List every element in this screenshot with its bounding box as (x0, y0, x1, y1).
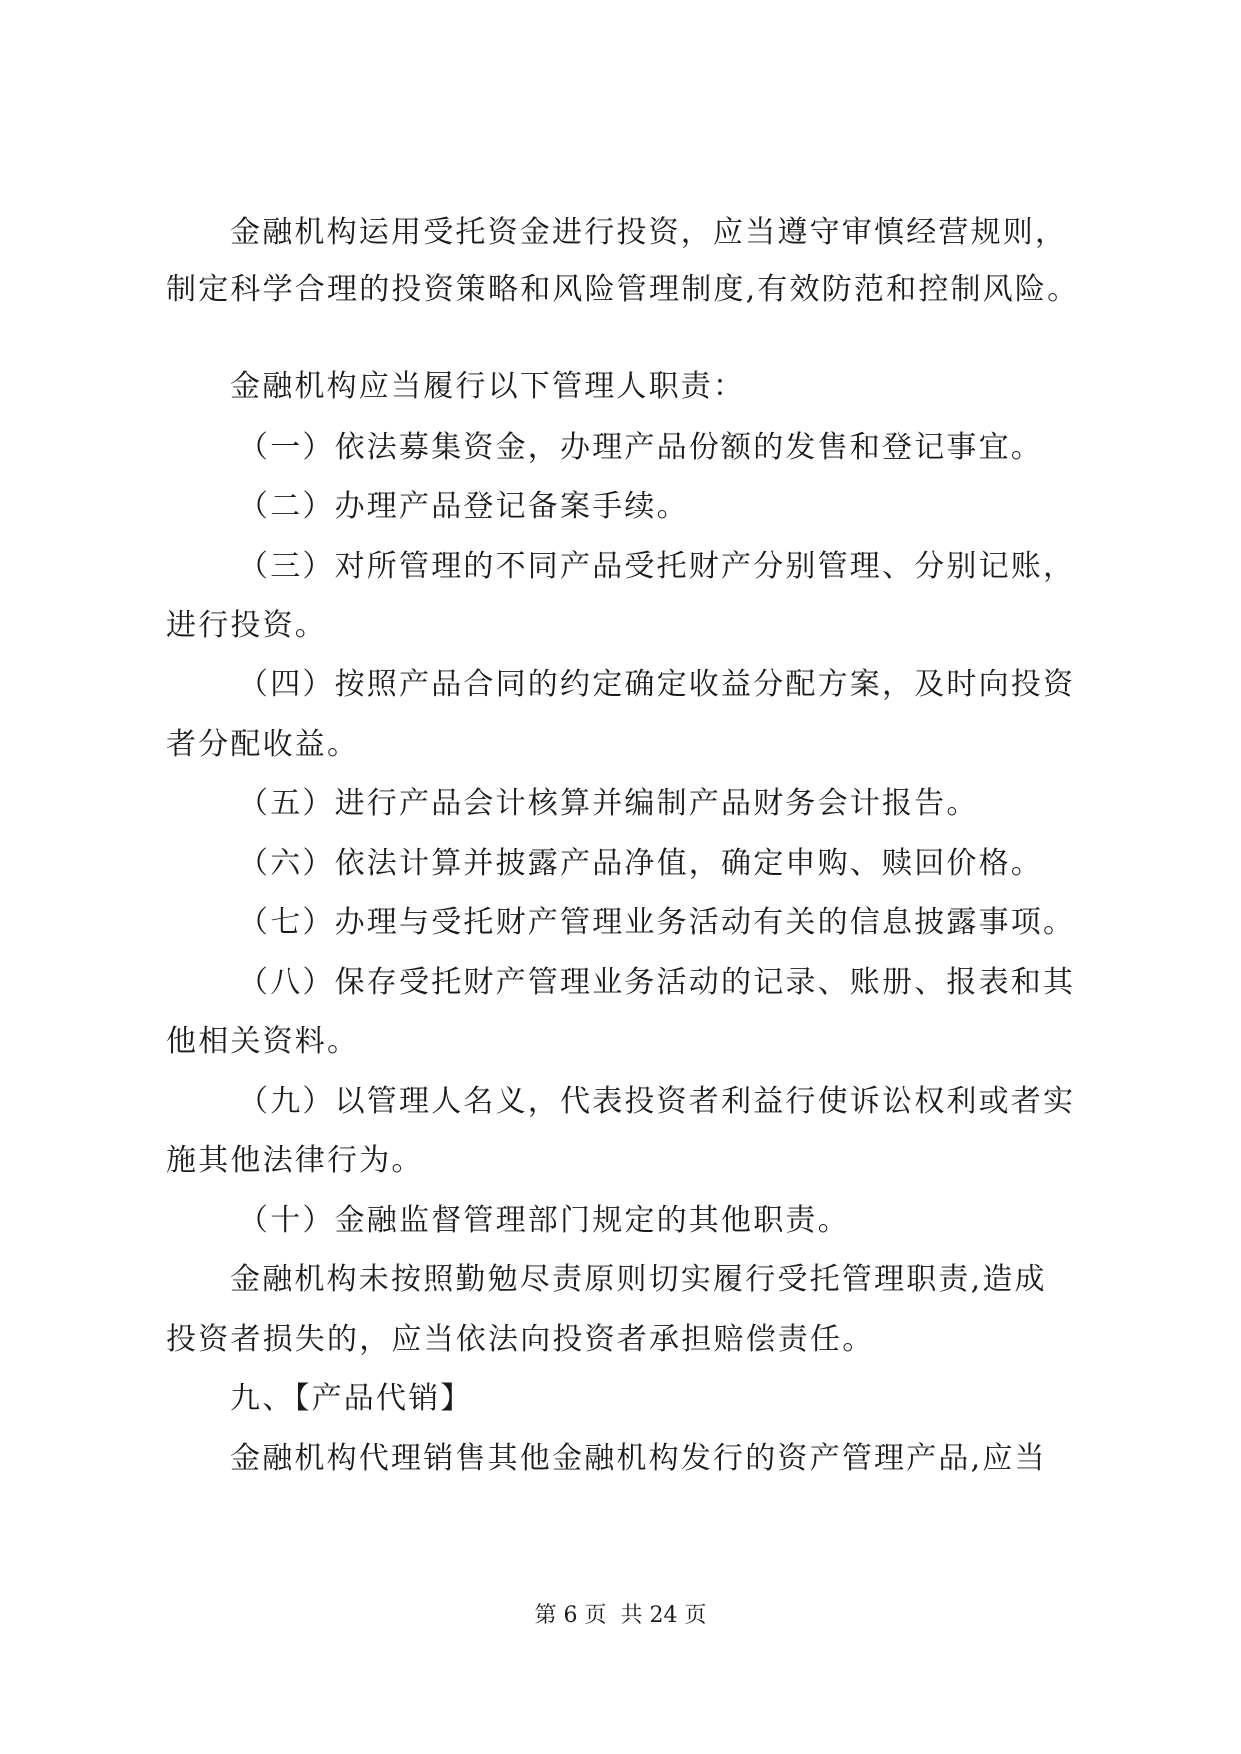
paragraph-line: 投资者损失的，应当依法向投资者承担赔偿责任。 (166, 1322, 875, 1357)
total-pages: 共 24 页 (620, 1603, 707, 1628)
page-footer (0, 1601, 1241, 1631)
list-item: （三）对所管理的不同产品受托财产分别管理、分别记账， (238, 549, 1076, 584)
list-item-continuation: 者分配收益。 (166, 727, 360, 762)
list-item: （七）办理与受托财产管理业务活动有关的信息披露事项。 (238, 905, 1076, 940)
paragraph-line: 金融机构代理销售其他金融机构发行的资产管理产品,应当 (230, 1441, 1047, 1476)
list-item: （二）办理产品登记备案手续。 (238, 489, 689, 524)
page-number: 第 6 页 (534, 1603, 607, 1628)
list-item: （八）保存受托财产管理业务活动的记录、账册、报表和其 (238, 965, 1076, 1000)
list-item-continuation: 进行投资。 (166, 608, 327, 643)
paragraph-line: 金融机构应当履行以下管理人职责： (230, 369, 746, 404)
list-item: （五）进行产品会计核算并编制产品财务会计报告。 (238, 786, 979, 821)
paragraph-line: 金融机构未按照勤勉尽责原则切实履行受托管理职责,造成 (230, 1262, 1047, 1297)
list-item: （一）依法募集资金，办理产品份额的发售和登记事宜。 (238, 430, 1043, 465)
list-item-continuation: 施其他法律行为。 (166, 1143, 424, 1178)
paragraph-line: 金融机构运用受托资金进行投资，应当遵守审慎经营规则， (230, 215, 1068, 250)
list-item-continuation: 他相关资料。 (166, 1024, 360, 1059)
list-item: （十）金融监督管理部门规定的其他职责。 (238, 1203, 850, 1238)
paragraph-line: 制定科学合理的投资策略和风险管理制度,有效防范和控制风险。 (166, 272, 1080, 307)
list-item: （九）以管理人名义，代表投资者利益行使诉讼权利或者实 (238, 1084, 1076, 1119)
list-item: （四）按照产品合同的约定确定收益分配方案，及时向投资 (238, 667, 1076, 702)
list-item: （六）依法计算并披露产品净值，确定申购、赎回价格。 (238, 846, 1043, 881)
section-heading: 九、【产品代销】 (230, 1381, 473, 1416)
